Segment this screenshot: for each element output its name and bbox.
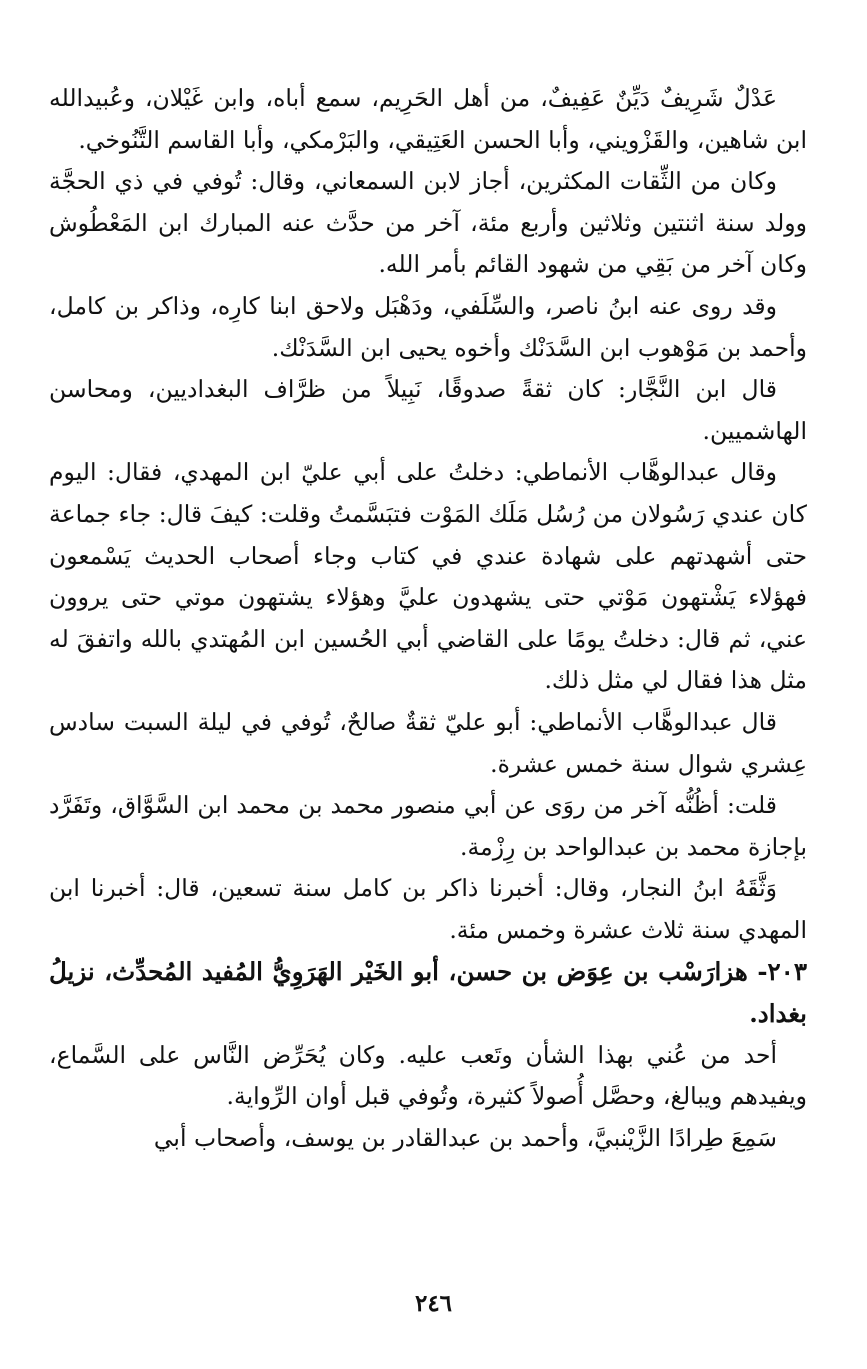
paragraph-ibn-najjar: قال ابن النَّجَّار: كان ثقةً صدوقًا، نَبِيلاً من ظرَّاف البغداديين، ومحاسن الهاشميين. [49,375,807,445]
paragraph-anmati-story: وقال عبدالوهَّاب الأنماطي: دخلتُ على أبي عليّ ابن المهدي، فقال: اليوم كان عندي رَسُولان من رُسُل مَلَك المَوْت فتبَسَّمتُ وقلت: كيفَ قال: جاء جماعة حتى أشهدتهم على شهادة عندي في كتاب وجاء أصحاب الحديث يَسْمعون فهؤلاء يَشْتهون مَوْتي حتى يشهدون عليَّ وهؤلاء يشتهون موتي حتى يروون عني، ثم قال: دخلتُ يومًا على القاضي أبي الحُسين ابن المُهتدي بالله واتفقَ له مثل هذا فقال لي مثل ذلك. [49,458,807,695]
paragraph-author-note: قلت: أظُنُّه آخر من روَى عن أبي منصور محمد بن محمد ابن السَّوَّاق، وتَفَرَّد بإجازة محمد بن عبدالواحد بن رِزْمة. [49,791,807,861]
main-text [49,78,807,1159]
paragraph-ibn-najjar-tawthiq: وَثَّقَهُ ابنُ النجار، وقال: أخبرنا ذاكر بن كامل سنة تسعين، قال: أخبرنا ابن المهدي سنة ثلاث عشرة وخمس مئة. [49,874,807,944]
page-number: ٢٤٦ [414,1290,453,1317]
paragraph-biography-intro: عَدْلٌ شَرِيفٌ دَيِّنٌ عَفِيفٌ، من أهل الحَرِيم، سمع أباه، وابن غَيْلان، وعُبيدالله ابن شاهين، والقَزْويني، وأبا الحسن العَتِيقي، والبَرْمكي، وأبا القاسم التَّنُوخي. [49,84,807,154]
paragraph-entry-description: أحد من عُني بهذا الشأن وتَعب عليه. وكان يُحَرِّض النَّاس على السَّماع، ويفيدهم ويبالغ، وحصَّل أُصولاً كثيرة، وتُوفي قبل أوان الرِّواية. [49,1040,807,1111]
paragraph-narrators: وقد روى عنه ابنُ ناصر، والسِّلَفي، ودَهْبَل ولاحق ابنا كارِه، وذاكر بن كامل، وأحمد بن مَوْهوب ابن السَّدَنْك وأخوه يحيى ابن السَّدَنْك. [49,291,807,362]
paragraph-reliability: وكان من الثِّقات المكثرين، أجاز لابن السمعاني، وقال: تُوفي في ذي الحجَّة وولد سنة اثنتين وثلاثين وأربع مئة، آخر من حدَّث عنه المبارك ابن المَعْطُوش وكان آخر من بَقِي من شهود القائم بأمر الله. [49,167,807,279]
paragraph-anmati-death: قال عبدالوهَّاب الأنماطي: أبو عليّ ثقةٌ صالحٌ، تُوفي في ليلة السبت سادس عِشري شوال سنة خمس عشرة. [49,707,807,778]
paragraph-entry-teachers: سَمِعَ طِرادًا الزَّيْنبيَّ، وأحمد بن عبدالقادر بن يوسف، وأصحاب أبي [153,1123,777,1152]
entry-heading-203: ٢٠٣- هزارَسْب بن عِوَض بن حسن، أبو الخَيْر الهَرَوِيُّ المُفيد المُحدِّث، نزيلُ بغداد. [49,957,807,1029]
